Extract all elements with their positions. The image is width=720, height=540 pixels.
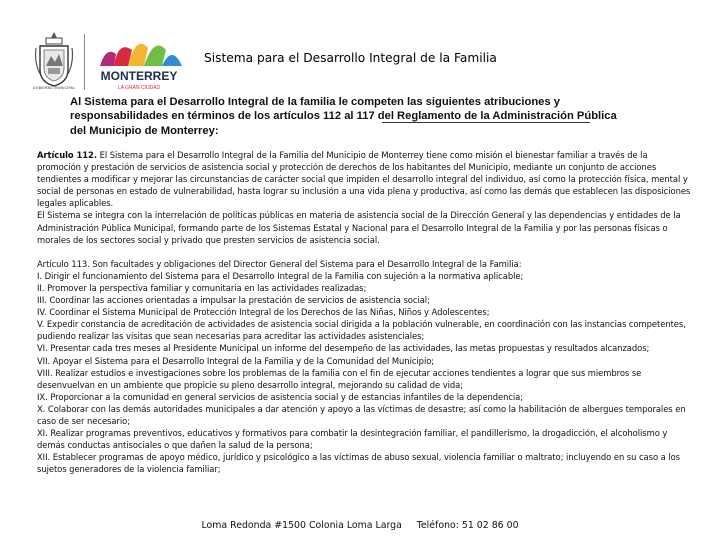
article-112-heading: Artículo 112. xyxy=(37,150,97,160)
list-item: XII. Establecer programas de apoyo médico, jurídico y psicológico a las víctimas de abuso sexual, violencia familiar o maltrato; incluyendo en su caso a los sujetos generadores de la violencia familiar; xyxy=(37,452,680,475)
header-divider xyxy=(84,34,85,90)
page-footer: Loma Redonda #1500 Colonia Loma Larga Teléfono: 51 02 86 00 xyxy=(201,520,519,531)
list-item: XI. Realizar programas preventivos, educativos y formativos para combatir la desintegración familiar, el pandillerismo, la drogadicción, el alcoholismo y demás conductas antisociales o que dañen la salud de la persona; xyxy=(37,428,668,451)
monterrey-logo xyxy=(94,28,184,94)
document-title: Sistema para el Desarrollo Integral de la Familia xyxy=(204,51,497,65)
article-112-paragraph-2: El Sistema se integra con la interrelación de políticas públicas en materia de asistencia social de la Dirección General y las dependencias y entidades de la Administración Pública Municipal, formando parte de los Sistemas Estatal y Nacional para el Desarrollo Integral de la Familia y por las personas físicas o morales de los sectores social y privado que presten servicios de asistencia social. xyxy=(37,210,681,245)
list-item: III. Coordinar las acciones orientadas a impulsar la prestación de servicios de asistencia social; xyxy=(37,295,430,306)
list-item: VI. Presentar cada tres meses al Presidente Municipal un informe del desempeño de las actividades, las metas propuestas y resultados alcanzados; xyxy=(37,343,650,354)
list-item: IX. Proporcionar a la comunidad en general servicios de asistencia social y de estancias infantiles de la dependencia; xyxy=(37,391,524,402)
intro-paragraph: Al Sistema para el Desarrollo Integral de la familia le competen las siguientes atribuciones y responsabilidades en términos de los artículos 112 al 117 del Reglamento de la Administración Pública del Municipio de Monterrey: xyxy=(70,96,617,137)
logo-wordmark: MONTERREY xyxy=(100,69,178,83)
article-112-text: El Sistema para el Desarrollo Integral de la Familia del Municipio de Monterrey tiene como misión el bienestar familiar a través de la promoción y prestación de servicios de asistencia social y protección de derechos de los habitantes del Municipio, mediante un conjunto de acciones tendientes a modificar y mejorar las circunstancias de carácter social que impiden el desarrollo integral del individuo, así como la protección física, mental y social de personas en estado de vulnerabilidad, hasta lograr su inclusión a una vida plena y productiva, así como las demás que establecen las disposiciones legales aplicables. xyxy=(37,150,691,209)
article-113-paragraph xyxy=(37,258,693,270)
list-item: I. Dirigir el funcionamiento del Sistema para el Desarrollo Integral de la Familia con sujeción a la normativa aplicable; xyxy=(37,270,524,281)
logo-tagline: LA GRAN CIUDAD xyxy=(117,85,161,91)
article-113-text: Son facultades y obligaciones del Director General del Sistema para el Desarrollo Integral de la Familia: xyxy=(89,258,522,269)
list-item: X. Colaborar con las demás autoridades municipales a dar atención y apoyo a las víctimas de desastre; así como la habilitación de albergues temporales en caso de ser necesario; xyxy=(37,403,686,426)
list-item: VIII. Realizar estudios e investigaciones sobre los problemas de la familia con el fin de ejecutar acciones tendientes a lograr que sus miembros se desenvuelvan en un ambiente que propicie su pleno desarrollo integral, mejorando su calidad de vida; xyxy=(37,367,642,390)
list-item: IV. Coordinar el Sistema Municipal de Protección Integral de los Derechos de las Niñas, Niños y Adolescentes; xyxy=(37,307,490,318)
article-113-heading: Artículo 113. xyxy=(37,258,90,269)
article-112-paragraph xyxy=(37,149,693,209)
page-header xyxy=(0,0,720,95)
municipal-coat-of-arms-icon xyxy=(34,30,74,92)
list-item: VII. Apoyar el Sistema para el Desarrollo Integral de la Familia y de la Comunidad del Municipio; xyxy=(37,355,435,366)
list-item: V. Expedir constancia de acreditación de actividades de asistencia social dirigida a la población vulnerable, en coordinación con las instancias competentes, pudiendo realizar las visitas que sean necesarias para acreditar las actividades asistenciales; xyxy=(37,319,686,342)
paragraph-gap xyxy=(37,246,693,258)
list-item: II. Promover la perspectiva familiar y comunitaria en las actividades realizadas; xyxy=(37,282,367,293)
coat-caption: GOBIERNO MUNICIPAL xyxy=(32,86,76,90)
document-body xyxy=(37,149,693,475)
strikethrough-line xyxy=(382,122,590,123)
